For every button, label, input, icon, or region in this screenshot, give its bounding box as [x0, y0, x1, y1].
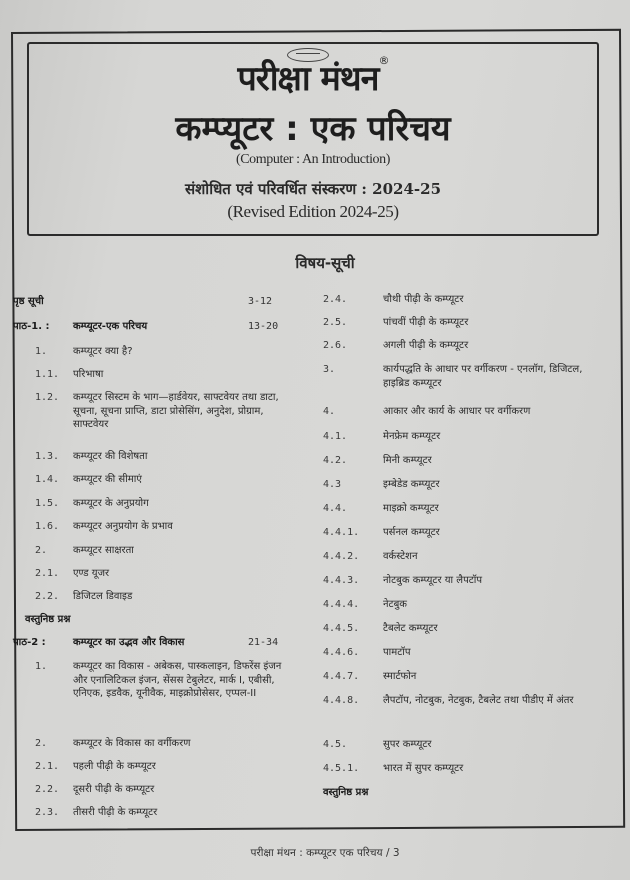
edition-hindi: संशोधित एवं परिवर्धित संस्करण : 2024-25	[184, 180, 442, 198]
toc-entry-number: 2.	[35, 545, 48, 556]
toc-entry-page: 21-34	[248, 637, 279, 648]
registered-mark: ®	[378, 54, 389, 67]
toc-entry-number: वस्तुनिष्ठ प्रश्न	[25, 614, 71, 625]
toc-entry-number: 1.6.	[35, 521, 60, 532]
toc-entry-title: स्मार्टफोन	[383, 671, 417, 682]
toc-entry-number: 2.5.	[323, 317, 348, 328]
toc-entry-title: इम्बेडेड कम्प्यूटर	[383, 479, 440, 490]
toc-entry-number: 4.4.7.	[323, 671, 360, 682]
toc-entry-title: पर्सनल कम्प्यूटर	[383, 527, 440, 538]
toc-entry-title: मेनफ्रेम कम्प्यूटर	[383, 431, 441, 442]
toc-entry-number: पृष्ठ सूची	[13, 296, 44, 307]
toc-entry-number: 1.5.	[35, 498, 60, 509]
toc-entry-number: 2.4.	[323, 294, 348, 305]
toc-entry-number: 2.3.	[35, 807, 60, 818]
toc-entry-title: एण्ड यूजर	[73, 568, 110, 579]
toc-entry-number: 4.4.8.	[323, 695, 360, 706]
toc-entry-title: कम्प्यूटर का विकास - अबेकस, पास्कलाइन, डिफरेंस इंजन और एनालिटिकल इंजन, सेंसस टेबुलेटर, मार्क I, एबीसी, एनिएक, इडवैक, यूनीवैक, माइक्रोप्रोसेसर, एप्पल-II	[73, 661, 282, 699]
toc-entry-number: 2.2.	[35, 591, 60, 602]
toc-entry-title: दूसरी पीढ़ी के कम्प्यूटर	[73, 784, 155, 795]
toc-entry-title: कम्प्यूटर सिस्टम के भाग—हार्डवेयर, साफ्टवेयर तथा डाटा, सूचना, सूचना प्राप्ति, डाटा प्रोसेसिंग, अनुदेश, प्रोग्राम, साफ्टवेयर	[73, 392, 279, 430]
toc-entry-title: कम्प्यूटर के अनुप्रयोग	[73, 498, 149, 509]
toc-entry-number: 1.3.	[35, 451, 60, 462]
toc-entry-number: 4.1.	[323, 431, 348, 442]
toc-entry-number: वस्तुनिष्ठ प्रश्न	[323, 787, 369, 798]
toc-entry-number: 2.6.	[323, 340, 348, 351]
toc-entry-number: 4.4.2.	[323, 551, 360, 562]
book-title: कम्प्यूटर : एक परिचय	[175, 109, 451, 149]
toc-entry-title: कम्प्यूटर की सीमाएं	[73, 474, 142, 485]
toc-entry-title: कम्प्यूटर साक्षरता	[73, 545, 134, 556]
toc-entry-title: नेटबुक	[383, 599, 407, 610]
toc-entry-title: पामटॉप	[383, 647, 411, 658]
title-box	[27, 42, 599, 236]
toc-entry-title: कम्प्यूटर अनुप्रयोग के प्रभाव	[73, 521, 173, 532]
toc-entry-number: 4.4.	[323, 503, 348, 514]
toc-entry-number: 1.4.	[35, 474, 60, 485]
toc-entry-title: कार्यपद्धति के आधार पर वर्गीकरण - एनलॉग, डिजिटल, हाइब्रिड कम्प्यूटर	[383, 364, 583, 389]
toc-entry-title: भारत में सुपर कम्प्यूटर	[383, 763, 464, 774]
toc-entry-title: लैपटॉप, नोटबुक, नेटबुक, टैबलेट तथा पीडीए में अंतर	[383, 695, 574, 706]
toc-entry-title: टैबलेट कम्प्यूटर	[383, 623, 438, 634]
toc-entry-number: 2.1.	[35, 761, 60, 772]
toc-entry-title: पांचवीं पीढ़ी के कम्प्यूटर	[383, 317, 469, 328]
brand-name: परीक्षा मंथन®	[237, 54, 389, 99]
toc-entry-title: सुपर कम्प्यूटर	[383, 739, 432, 750]
toc-entry-number: 2.	[35, 738, 48, 749]
toc-entry-title: माइक्रो कम्प्यूटर	[383, 503, 439, 514]
toc-entry-title: कम्प्यूटर क्या है?	[73, 346, 133, 357]
edition-english: (Revised Edition 2024-25)	[227, 202, 399, 221]
book-subtitle-english: (Computer : An Introduction)	[235, 152, 391, 167]
toc-heading: विषय-सूची	[295, 254, 355, 272]
toc-entry-number: 4.4.3.	[323, 575, 360, 586]
toc-entry-number: 4.4.4.	[323, 599, 360, 610]
toc-entry-title: कम्प्यूटर की विशेषता	[73, 451, 148, 462]
toc-entry-title: चौथी पीढ़ी के कम्प्यूटर	[383, 294, 464, 305]
toc-entry-number: 2.2.	[35, 784, 60, 795]
toc-entry-number: 4.4.6.	[323, 647, 360, 658]
toc-entry-title: मिनी कम्प्यूटर	[383, 455, 432, 466]
toc-entry-title: अगली पीढ़ी के कम्प्यूटर	[383, 340, 469, 351]
toc-entry-number: 4.	[323, 406, 336, 417]
toc-entry-number: 1.2.	[35, 392, 60, 403]
toc-entry-number: 1.1.	[35, 369, 60, 380]
toc-entry-number: 4.5.1.	[323, 763, 360, 774]
toc-entry-title: कम्प्यूटर-एक परिचय	[73, 321, 148, 332]
toc-entry-page: 13-20	[248, 321, 279, 332]
toc-entry-number: 2.1.	[35, 568, 60, 579]
toc-entry-title: तीसरी पीढ़ी के कम्प्यूटर	[73, 807, 158, 818]
toc-entry-number: 4.4.5.	[323, 623, 360, 634]
toc-entry-title: नोटबुक कम्प्यूटर या लैपटॉप	[383, 575, 483, 586]
toc-entry-title: डिजिटल डिवाइड	[73, 591, 133, 602]
toc-entry-title: कम्प्यूटर का उद्भव और विकास	[73, 637, 185, 648]
toc-entry-number: 4.2.	[323, 455, 348, 466]
toc-entry-title: आकार और कार्य के आधार पर वर्गीकरण	[383, 406, 531, 417]
toc-entry-number: 4.5.	[323, 739, 348, 750]
toc-entry-title: परिभाषा	[73, 369, 104, 380]
toc-entry-page: 3-12	[248, 296, 273, 307]
toc-entry-number: पाठ-2 :	[13, 637, 46, 648]
toc-entry-number: 1.	[35, 661, 48, 672]
toc-entry-number: 1.	[35, 346, 48, 357]
toc-entry-title: कम्प्यूटर के विकास का वर्गीकरण	[73, 738, 191, 749]
toc-entry-title: पहली पीढ़ी के कम्प्यूटर	[73, 761, 156, 772]
toc-entry-number: 3.	[323, 364, 336, 375]
page-footer: परीक्षा मंथन : कम्प्यूटर एक परिचय / 3	[250, 847, 400, 859]
toc-entry-number: 4.3	[323, 479, 342, 490]
toc-entry-number: पाठ-1. :	[13, 321, 50, 332]
toc-entry-title: वर्कस्टेशन	[383, 551, 418, 562]
toc-entry-number: 4.4.1.	[323, 527, 360, 538]
